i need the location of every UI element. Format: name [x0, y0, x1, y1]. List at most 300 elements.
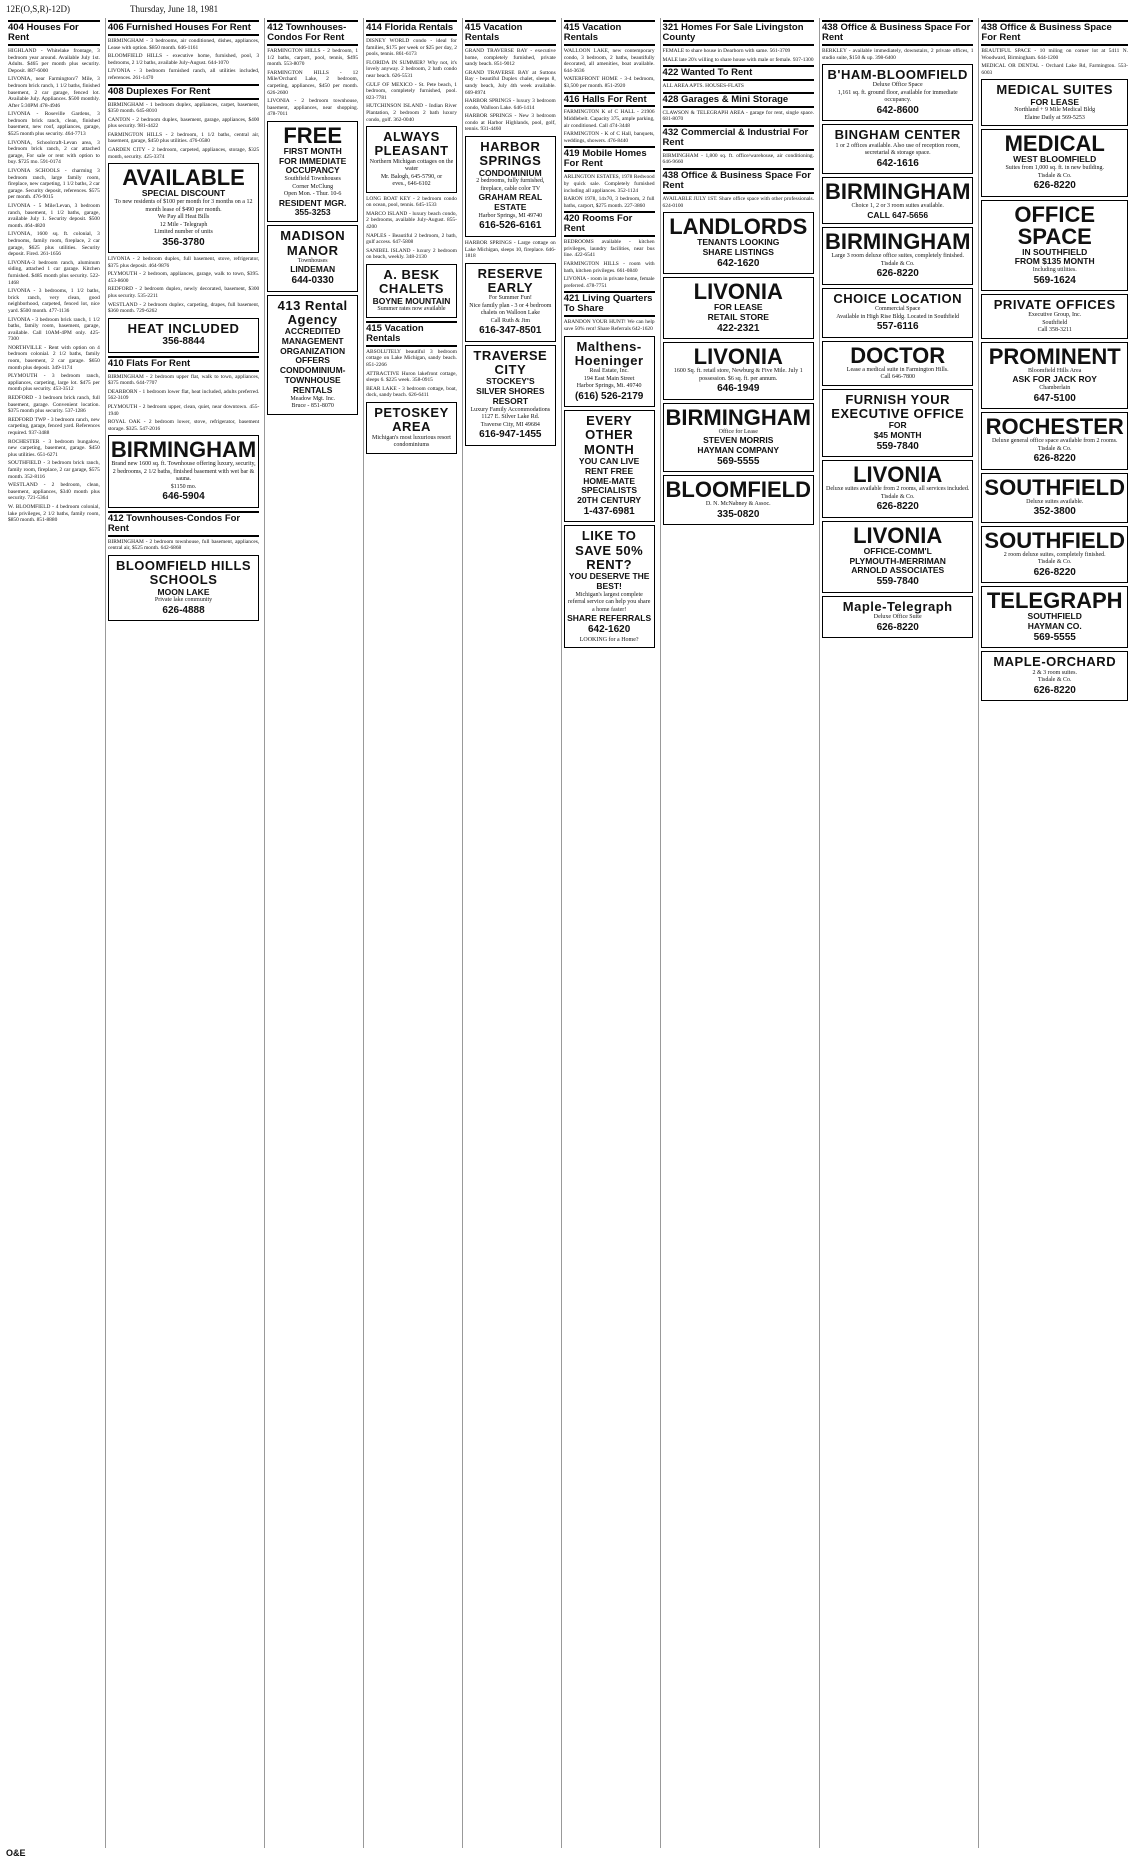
ad-line: TENANTS LOOKING: [697, 237, 780, 248]
ad-line: Chamberlain: [1039, 385, 1071, 392]
ad-line: We Pay all Heat Bills: [157, 214, 210, 221]
section-heading: 406 Furnished Houses For Rent: [108, 20, 259, 36]
classified-ad: WESTLAND - 2 bedroom duplex, carpeting, drapes, full basement, $360 month. 729-6262: [107, 301, 260, 315]
ad-line: FIRST MONTH: [283, 145, 342, 156]
ad-line: SOUTHFIELD: [1027, 611, 1082, 622]
column-5: [462, 18, 558, 1848]
ad-line: LANDLORDS: [669, 214, 808, 240]
classified-ad: MEDICAL OR DENTAL - Orchard Lake Rd, Farmington. 553-6003: [981, 63, 1128, 76]
ad-line: Malthens-Hoeninger: [574, 338, 644, 368]
ad-line: STEVEN MORRIS: [703, 435, 774, 446]
ad-line: BLOOMFIELD: [665, 477, 811, 503]
ad-line: YOU DESERVE THE BEST!: [568, 571, 650, 592]
section-heading: 421 Living Quarters To Share: [564, 291, 655, 317]
ad-line: MEDICAL SUITES: [996, 82, 1113, 98]
ad-line: 20TH CENTURY: [577, 495, 642, 506]
classified-ad: GRAND TRAVERSE BAY at Suttons Bay - beautiful Duplex chalet, sleeps 8, sandy beach, July 4th week available. 669-8974: [464, 69, 556, 96]
ad-line: GRAHAM REAL ESTATE: [478, 192, 543, 213]
classified-ad: ROYAL OAK - 2 bedroom lower, stove, refrigerator, basement storage. $325. 547-2016: [107, 419, 260, 432]
ad-line: YOU CAN LIVE RENT FREE: [578, 456, 640, 476]
classified-ad: HARBOR SPRINGS - luxury 3 bedroom condo, Walloon Lake. 646-1414: [464, 98, 556, 111]
classified-ad: GARDEN CITY - 2 bedroom, carpeted, appliances, storage, $325 month, security. 425-3374: [107, 147, 260, 160]
ad-phone-number: 356-3780: [162, 236, 205, 248]
classified-ad: PLYMOUTH - 2 bedroom upper, clean, quiet, near downtown. 455-1940: [107, 403, 260, 417]
display-ad-box: [981, 586, 1128, 648]
classified-ad: HIGHLAND - Whitelake frontage, 3 bedroom year around. Available July 1st. Adults. $465 per month plus security. Deposit. 887-6000: [8, 47, 100, 74]
ad-line: MAPLE-ORCHARD: [993, 654, 1117, 670]
ad-phone-number: 626-8220: [876, 501, 919, 513]
display-ad-box: [822, 177, 973, 224]
ad-phone-number: 646-5904: [162, 491, 205, 503]
classified-ad: REDFORD TWP - 3 bedroom ranch, new carpeting, garage, fenced yard. References required. 937-3488: [8, 416, 100, 436]
ad-line: Bruce - 851-8070: [291, 403, 334, 410]
ad-line: FOR IMMEDIATE OCCUPANCY: [278, 155, 347, 176]
ad-line: FROM $135 MONTH: [1014, 256, 1095, 267]
ad-line: FREE: [283, 122, 342, 148]
section-heading: 428 Garages & Mini Storage: [663, 92, 814, 108]
display-ad-box: [981, 412, 1128, 470]
column-3: [264, 18, 360, 1848]
ad-phone-number: 569-5555: [717, 455, 760, 467]
ad-phone-number: (616) 526-2179: [574, 390, 644, 402]
display-ad-box: [564, 336, 655, 408]
display-ad-box: [981, 651, 1128, 701]
ad-line: B'HAM-BLOOMFIELD: [827, 67, 968, 83]
ad-line: BOYNE MOUNTAIN: [372, 295, 451, 306]
ad-line: BIRMINGHAM: [824, 179, 971, 205]
classified-ad: DISNEY WORLD condo - ideal for families, $175 per week or $25 per day, 2 pools, tennis. 861-6173: [366, 37, 457, 58]
ad-phone-number: 626-8220: [1033, 566, 1076, 578]
display-ad-box: [981, 526, 1128, 584]
ad-line: Real Estate, Inc.: [589, 368, 629, 375]
ad-line: Commercial Space: [874, 306, 921, 313]
ad-line: Summer rates now available: [377, 306, 446, 313]
ad-line: Mr. Balogh, 645-5790, or: [380, 173, 443, 180]
ad-line: 413 Rental Agency: [277, 297, 348, 327]
classified-ad: LIVONIA - 3 bedrooms, 1 1/2 baths, brick ranch, very clean, good neighborhood, carpeted, fenced lot, nice yard. $500 month. 477-1136: [8, 288, 100, 314]
ad-line: Office for Lease: [718, 428, 758, 435]
classified-ad: LIVONIA - 3 bedroom brick ranch, 1 1/2 baths, family room, basement, garage, available. Call 10AM-4PM only. 425-7300: [8, 316, 100, 343]
display-ad-box: [663, 403, 814, 473]
ad-phone-number: 626-8220: [1033, 180, 1076, 192]
ad-phone-number: 642-1616: [876, 157, 919, 169]
ad-line: SOUTHFIELD: [984, 527, 1125, 553]
ad-line: Suites from 1,000 sq. ft. in new building.: [1005, 165, 1104, 172]
display-ad-box: [981, 79, 1128, 126]
display-ad-box: [108, 318, 259, 353]
ad-line: Call 646-7800: [880, 374, 915, 381]
classified-ad: HARBOR SPRINGS - Large cottage on Lake Michigan, sleeps 10, fireplace. 646-1818: [464, 239, 556, 260]
ad-line: SHARE LISTINGS: [702, 246, 774, 257]
ad-line: ROCHESTER: [985, 414, 1124, 440]
classified-ad: LIVONIA - 2 bedroom townhouse, basement, appliances, near shopping. 478-7011: [267, 98, 359, 118]
classified-ad: ABANDON YOUR HUNT! We can help save 50% rent! Share Referrals 642-1620: [563, 319, 655, 332]
ad-line: LIVONIA: [853, 522, 943, 548]
classified-ad: PLYMOUTH - 3 bedroom ranch, appliances, carpeting, large lot. $475 per month plus security. 453-3512: [8, 373, 100, 393]
ad-line: CONDOMINIUM: [478, 167, 542, 178]
ad-line: Large 3 room deluxe office suites, completely finished.: [831, 253, 964, 260]
classified-ad: ARLINGTON ESTATES, 1978 Redwood by quick sale. Completely furnished including all appliances. 352-1124: [563, 174, 655, 194]
ad-line: LINDEMAN: [290, 264, 336, 275]
column-9: [978, 18, 1130, 1848]
classified-ad: FARMINGTON HILLS - 2 bedroom, 1 1/2 baths, central air, basement, garage, $450 plus utilities. 476-0580: [107, 131, 260, 145]
ad-line: Tisdale & Co.: [1037, 559, 1072, 566]
ad-line: FOR LEASE: [1030, 96, 1080, 107]
classified-ad: LIVONIA - 5 Mile/Levan, 3 bedroom ranch, basement, 1 1/2 baths, garage, available July 1. Security deposit. $500 month. 464-4820: [8, 203, 100, 229]
ad-line: Harbor Springs, MI 49740: [478, 212, 543, 219]
classified-ad: W. BLOOMFIELD - 4 bedroom colonial, lake privileges, 2 1/2 baths, family room, $850 month. 851-8880: [8, 503, 100, 524]
ad-line: Elaine Daily at 569-5253: [1024, 114, 1085, 121]
classified-ad: REDFORD - 3 bedroom brick ranch, full basement, garage. Convenient location. $375 month plus security. 537-1286: [8, 395, 100, 415]
classified-ad: GRAND TRAVERSE BAY - executive home, completely furnished, private sandy beach. 851-9012: [464, 47, 556, 68]
ad-line: Tisdale & Co.: [880, 260, 915, 267]
ad-line: Luxury Family Accommodations: [470, 406, 551, 413]
display-ad-box: [267, 295, 358, 415]
ad-line: 1 or 2 offices available. Also use of reception room, secretarial & storage space.: [835, 142, 960, 157]
ad-line: FURNISH YOUR EXECUTIVE OFFICE: [831, 391, 965, 422]
display-ad-box: [981, 200, 1128, 292]
page-footer-mark: O&E: [6, 1848, 26, 1858]
ad-line: 2 bedrooms, fully furnished, fireplace, cable color TV: [476, 178, 545, 192]
ad-line: EVERY OTHER MONTH: [584, 413, 635, 457]
ad-line: Townhouses: [297, 257, 328, 264]
section-heading: 404 Houses For Rent: [8, 20, 100, 46]
classified-ad: WALLOON LAKE, new contemporary condo, 3 bedroom, 2 baths, beautifully decorated, all amenities, boat available. 644-3636: [563, 47, 655, 74]
section-heading: 438 Office & Business Space For Rent: [822, 20, 973, 46]
classified-ad: SOUTHFIELD - 3 bedroom brick ranch, family room, fireplace, 2 car garage, $575 month. 352-8116: [8, 460, 100, 480]
classified-ad: ATTRACTIVE Huron lakefront cottage, sleeps 6. $225 week. 358-0915: [366, 370, 457, 384]
ad-line: MADISON MANOR: [280, 228, 346, 258]
display-ad-box: [366, 264, 457, 318]
ad-phone-number: 626-8220: [1033, 453, 1076, 465]
ad-line: CHOICE LOCATION: [833, 290, 962, 306]
ad-phone-number: 616-347-8501: [479, 325, 542, 337]
ad-phone-number: 352-3800: [1033, 506, 1076, 518]
ad-line: Northern Michigan cottages on the water: [369, 158, 454, 173]
ad-line: 12 Mile - Telegraph: [159, 221, 208, 228]
ad-line: 2 & 3 room suites.: [1032, 669, 1077, 676]
page-id: 12E(O,S,R)-12D): [6, 4, 70, 14]
ad-line: Available in High Rise Bldg. Located in Southfield: [836, 313, 960, 320]
display-ad-box: [465, 136, 556, 237]
ad-line: 194 East Main Street: [583, 375, 635, 382]
classified-ad: NAPLES - Beautiful 2 bedroom, 2 bath, gulf access. 647-5808: [366, 232, 457, 246]
ad-line: LIVONIA: [853, 462, 943, 488]
classified-ad: CLAWSON & TELEGRAPH AREA - garage for rent, single space. 681-8070: [662, 109, 814, 123]
ad-phone-number: 559-7840: [876, 576, 919, 588]
ad-line: Traverse City, MI 49684: [480, 421, 540, 428]
ad-phone-number: 356-8844: [162, 336, 205, 348]
classified-ad: BEDROOMS available - kitchen privileges, laundry facilities, near bus line. 422-6541: [563, 239, 655, 259]
classified-ad: LIVONIA - Roseville Gardens, 3 bedroom brick ranch, clean, finished basement, new roof, appliances, garage, $525 month plus security. 464-7713: [8, 111, 100, 138]
ad-line: WEST BLOOMFIELD: [1013, 154, 1097, 165]
ad-phone-number: 557-6116: [876, 321, 919, 333]
display-ad-box: [108, 163, 259, 253]
ad-line: HOME-MATE SPECIALISTS: [581, 475, 637, 496]
display-ad-box: [822, 341, 973, 386]
classified-ad: BEAUTIFUL SPACE - 10 miling on corner lot at 5411 N. Woodward, Birmingham. 644-1200: [981, 47, 1128, 61]
ad-line: ASK FOR JACK ROY: [1012, 374, 1097, 385]
classified-ad: CANTON - 2 bedroom duplex, basement, garage, appliances, $400 plus security. 981-4422: [107, 116, 260, 130]
ad-line: Open Mon. - Thur. 10-6: [283, 191, 342, 198]
ad-line: 1600 Sq. ft. retail store, Newburg & Five Mile. July 1 possession. $6 sq. ft. per annum.: [673, 368, 803, 382]
ad-phone-number: 647-5100: [1033, 392, 1076, 404]
display-ad-box: [822, 227, 973, 285]
display-ad-box: [564, 410, 655, 522]
display-ad-box: [663, 342, 814, 400]
classified-ad: BIRMINGHAM - 3 bedrooms, air conditioned, dishes, appliances, Lease with option. $850 month. 646-1161: [107, 37, 260, 51]
display-ad-box: [465, 345, 556, 446]
classified-ad: BARON 1978, 14x70, 3 bedroom, 2 full baths, carport, $275 month. 227-3860: [563, 196, 655, 209]
ad-line: SOUTHFIELD: [984, 474, 1125, 500]
ad-line: Deluxe general office space available from 2 rooms.: [991, 438, 1118, 445]
display-ad-box: [822, 288, 973, 338]
classified-ad: BIRMINGHAM - 1,800 sq. ft. office/warehouse, air conditioning. 646-9660: [662, 152, 814, 166]
ad-line: HAYMAN COMPANY: [697, 444, 780, 455]
classified-ad: WESTLAND - 2 bedroom, clean, basement, appliances, $340 month plus security. 721-5364: [8, 482, 100, 502]
ad-line: MEDICAL: [1004, 131, 1105, 157]
ad-line: BINGHAM CENTER: [834, 127, 961, 143]
classified-ad: REDFORD - 2 bedroom duplex, newly decorated, basement, $300 plus security. 535-2211: [107, 286, 260, 299]
ad-phone-number: 626-8220: [1033, 684, 1076, 696]
section-heading: 415 Vacation Rentals: [366, 321, 457, 347]
ad-line: RESIDENT MGR. 355-3253: [278, 197, 347, 218]
ad-line: $1150 mo.: [170, 483, 197, 490]
classified-ad: LIVONIA - 3 bedroom furnished ranch, all utilities included, references. 261-1470: [107, 68, 260, 81]
display-ad-box: [981, 342, 1128, 409]
page-header: [6, 4, 1130, 18]
column-6: [561, 18, 657, 1848]
ad-line: Deluxe suites available from 2 rooms, all services included.: [826, 486, 970, 493]
ad-line: Deluxe Office Space: [872, 82, 923, 89]
classified-ad: LIVONIA, Schoolcraft-Levan area, 3 bedroom brick ranch, 2 car attached garage, For sale or rent with option to buy. $725 mo. 591-0174: [8, 139, 100, 166]
ad-line: 1127 E. Silver Lake Rd.: [481, 414, 540, 421]
display-ad-box: [822, 460, 973, 518]
ad-line: STOCKEY'S: [486, 376, 535, 387]
display-ad-box: [108, 555, 259, 621]
ad-line: HAYMAN CO.: [1027, 621, 1082, 631]
ad-line: Limited number of units: [154, 229, 213, 236]
ad-line: CONDOMINIUM-TOWNHOUSE: [279, 365, 346, 385]
ad-line: LOOKING for a Home?: [579, 636, 639, 643]
section-heading: 432 Commercial & Industrial For Rent: [663, 125, 814, 151]
column-8: [819, 18, 975, 1848]
ad-line: SHARE REFERRALS: [567, 613, 652, 624]
classified-ad: SANIBEL ISLAND - luxury 2 bedroom on beach, weekly. 348-2130: [366, 247, 457, 261]
display-ad-box: [108, 435, 259, 508]
ad-line: ACCREDITED MANAGEMENT: [281, 326, 344, 346]
display-ad-box: [465, 263, 556, 342]
ad-phone-number: 644-0330: [291, 275, 334, 287]
section-heading: 422 Wanted To Rent: [663, 65, 814, 81]
classified-ad: GULF OF MEXICO - St. Pete beach, 1 bedroom, completely furnished, pool. 823-7781: [366, 81, 457, 101]
ad-phone-number: 569-1624: [1033, 274, 1076, 286]
display-ad-box: [822, 596, 973, 638]
classified-ad: BLOOMFIELD HILLS - executive home, furnished, pool, 3 bedrooms, 2 1/2 baths, available July-August. 644-1070: [107, 53, 260, 66]
ad-line: BIRMINGHAM: [824, 229, 971, 255]
display-ad-box: [366, 126, 457, 193]
ad-line: Southfield: [1042, 319, 1068, 326]
display-ad-box: [663, 277, 814, 339]
classified-ad: BEAR LAKE - 3 bedroom cottage, boat, dock, sandy beach. 626-6411: [366, 385, 457, 399]
ad-line: CALL 647-5656: [867, 209, 929, 220]
ad-line: PRIVATE OFFICES: [993, 297, 1116, 313]
column-1: [6, 18, 102, 1848]
ad-phone-number: 626-4888: [162, 604, 205, 616]
ad-line: Call 358-3211: [1037, 327, 1072, 334]
ad-line: Choice 1, 2 or 3 room suites available.: [851, 203, 944, 210]
classified-ad: FARMINGTON HILLS - 12 Mile/Orchard Lake, 2 bedroom, carpeting, appliances, $450 per month. 626-2600: [267, 69, 359, 96]
ad-line: BIRMINGHAM: [110, 437, 257, 463]
ad-line: Michigan's largest complete referral service can help you share a home faster!: [567, 591, 651, 613]
ad-line: Maple-Telegraph: [842, 598, 953, 614]
ad-line: RESERVE EARLY: [477, 265, 544, 296]
ad-line: TRAVERSE CITY: [473, 347, 548, 378]
ad-phone-number: 642-1620: [717, 257, 760, 269]
ad-phone-number: 616-526-6161: [479, 220, 542, 232]
ad-line: Nice family plan - 3 or 4 bedroom chalets on Walloon Lake: [469, 302, 552, 317]
ad-line: Michigan's most luxurious resort condominiums: [372, 434, 451, 449]
classified-ad: LIVONIA SCHOOLS - charming 3 bedroom ranch, large family room, fireplace, new carpeting, 1 1/2 baths, 2 car garage. Security deposit, references. $575 per month. 476-9015: [8, 168, 100, 201]
display-ad-box: [267, 225, 358, 291]
ad-line: SPECIAL DISCOUNT: [141, 188, 226, 199]
ad-line: LIKE TO SAVE 50% RENT?: [575, 528, 644, 572]
ad-line: Bloomfield Hills Area: [1028, 367, 1082, 374]
ad-line: eves., 646-6102: [392, 181, 431, 188]
display-ad-box: [822, 124, 973, 174]
ad-phone-number: 559-7840: [876, 440, 919, 452]
section-heading: 438 Office & Business Space For Rent: [663, 168, 814, 194]
ad-line: Southfield Townhouses: [284, 176, 341, 183]
ad-phone-number: 646-1949: [717, 383, 760, 395]
display-ad-box: [981, 129, 1128, 196]
ad-line: ALWAYS PLEASANT: [374, 129, 449, 159]
ad-line: Tisdale & Co.: [1037, 172, 1072, 179]
ad-line: Meadow Mgt. Inc.: [290, 395, 335, 402]
section-heading: 419 Mobile Homes For Rent: [564, 146, 655, 172]
ad-phone-number: 422-2321: [717, 322, 760, 334]
ad-phone-number: 626-8220: [876, 621, 919, 633]
display-ad-box: [981, 473, 1128, 523]
classified-ad: BIRMINGHAM - 2 bedroom upper flat, walk to town, appliances, $375 month. 644-7707: [107, 373, 260, 387]
display-ad-box: [663, 475, 814, 525]
ad-line: PETOSKEY AREA: [374, 404, 449, 435]
ad-line: Tisdale & Co.: [1037, 445, 1072, 452]
ad-line: MOON LAKE: [157, 586, 210, 597]
page-date: Thursday, June 18, 1981: [130, 4, 219, 14]
ad-line: A. BESK CHALETS: [379, 267, 444, 297]
classified-ad: HUTCHINSON ISLAND - Indian River Plantation, 2 bedroom 2 bath luxury condo, golf. 362-0040: [366, 103, 457, 123]
ad-line: HEAT INCLUDED: [127, 320, 240, 336]
ad-line: IN SOUTHFIELD: [1022, 246, 1088, 257]
display-ad-box: [564, 525, 655, 648]
ad-phone-number: 642-1620: [588, 624, 631, 636]
classified-ad: FEMALE to share house in Dearborn with same. 561-3709: [662, 47, 791, 54]
ad-line: 1,161 sq. ft. ground floor, available for immediate occupancy.: [837, 89, 958, 104]
ad-line: Harbor Springs, Mi. 49740: [576, 383, 642, 390]
ad-phone-number: 626-8220: [876, 268, 919, 280]
display-ad-box: [822, 64, 973, 121]
ad-line: ARNOLD ASSOCIATES: [851, 565, 945, 576]
ad-line: FOR LEASE: [713, 302, 763, 313]
classified-ad: FARMINGTON HILLS - room with bath, kitchen privileges. 661-0840: [563, 261, 655, 274]
display-ad-box: [267, 121, 358, 222]
classified-ad: FLORIDA IN SUMMER? Why not, it's lovely anyway. 2 bedroom, 2 bath condo near beach. 626-5531: [366, 59, 457, 79]
display-ad-box: [822, 389, 973, 458]
classified-ad: LIVONIA, near Farmington/7 Mile, 3 bedroom brick ranch, 1 1/2 baths, finished basement, 2 car garage, fenced lot. Available July. Appliances. $500 monthly. After 5:30PM 478-4946: [8, 76, 100, 109]
ad-line: PLYMOUTH-MERRIMAN: [849, 555, 946, 566]
ad-line: Deluxe suites available.: [1026, 498, 1084, 505]
section-heading: 321 Homes For Sale Livingston County: [663, 20, 814, 46]
ad-line: RETAIL STORE: [707, 311, 769, 322]
classified-ad: ALL AREA APTS. HOUSES-FLATS: [662, 83, 744, 90]
ad-line: BLOOMFIELD HILLS SCHOOLS: [115, 557, 252, 588]
ad-line: D. N. McNabney & Assoc.: [705, 501, 771, 508]
column-2: [105, 18, 261, 1848]
ad-phone-number: 1-437-6981: [583, 505, 635, 517]
column-4: [363, 18, 459, 1848]
ad-line: To new residents of $100 per month for 3 months on a 12 month lease of $490 per month.: [114, 199, 253, 213]
ad-line: For Summer Fun!: [488, 295, 532, 302]
section-heading: 414 Florida Rentals: [366, 20, 457, 36]
classified-ad: HARBOR SPRINGS - New 3 bedroom condo at Harbor Highlands, pool, golf, tennis. 931-4460: [464, 113, 556, 133]
ad-line: TELEGRAPH: [986, 588, 1123, 614]
ad-line: OFFICE-COMM'L: [863, 545, 932, 556]
classified-ad: ROCHESTER - 3 bedroom bungalow, new carpeting, basement, garage. $450 plus utilities. 651-6271: [8, 438, 100, 458]
classified-columns: [6, 18, 1130, 1848]
ad-line: 2 room deluxe suites, completely finished.: [1003, 551, 1106, 558]
classified-ad: LIVONIA - 2 bedroom duplex, full basement, stove, refrigerator, $375 plus deposit. 464-9876: [107, 256, 260, 269]
column-7: [660, 18, 816, 1848]
ad-line: RENTALS: [292, 384, 333, 395]
ad-line: Deluxe Office Suite: [873, 614, 922, 620]
ad-line: Executive Group, Inc.: [1028, 312, 1082, 319]
ad-line: Brand new 1600 sq. ft. Townhouse offering luxury, security, 2 bedrooms, 2 1/2 baths, finished basement with wet bar & sauna.: [111, 461, 256, 483]
classified-ad: LONG BOAT KEY - 2 bedroom condo on ocean, pool, tennis. 645-1533: [366, 195, 457, 209]
display-ad-box: [822, 521, 973, 593]
ad-line: OFFICE SPACE: [1014, 201, 1096, 249]
section-heading: 410 Flats For Rent: [108, 356, 259, 372]
ad-phone-number: 335-0820: [717, 508, 760, 520]
ad-line: AVAILABLE: [122, 165, 245, 191]
ad-line: Tisdale & Co.: [1037, 677, 1072, 684]
ad-line: LIVONIA: [693, 344, 783, 370]
classified-ad: BERKLEY - available immediately, downstairs, 2 private offices, 1 studio suite, $150 & up. 398-6400: [821, 47, 974, 61]
classified-ad: LIVONIA, 1600 sq. ft. colonial, 3 bedrooms, family room, fireplace, 2 car garage, $625 plus utilities. Security deposit. Fired. 261-1656: [8, 231, 100, 258]
ad-line: LIVONIA: [693, 279, 783, 305]
classified-ad: PLYMOUTH - 2 bedroom, appliances, garage, walk to town, $395. 453-8600: [107, 271, 260, 284]
classified-ad: LIVONIA-3 bedroom ranch, aluminum siding, attached 1 car garage. Kitchen furnished. $485 month plus security. 522-1468: [8, 259, 100, 286]
ad-line: Northland + 9 Mile Medical Bldg: [1014, 107, 1096, 114]
ad-line: BIRMINGHAM: [665, 404, 811, 430]
classified-ad: MARCO ISLAND - luxury beach condo, 2 bedrooms, available July-August. 855-4200: [366, 210, 457, 231]
classified-ad: FARMINGTON HILLS - 2 bedroom, 1 1/2 baths, carport, pool, tennis, $495 month. 553-8070: [267, 47, 359, 68]
section-heading: 416 Halls For Rent: [564, 92, 655, 108]
ad-line: Private lake community: [154, 597, 213, 604]
ad-line: SILVER SHORES RESORT: [476, 386, 545, 406]
ad-line: Including utilities.: [1032, 267, 1077, 274]
ad-line: PROMINENT: [988, 343, 1121, 369]
classified-ad: FARMINGTON - K of C Hall, banquets, weddings, showers. 476-8440: [563, 131, 655, 144]
classified-ad: MALE late 20's willing to share house with male or female. 937-1300: [662, 56, 814, 63]
classified-ad: WATERFRONT HOME - 3-4 bedroom, $3,500 per month. 851-2920: [563, 76, 655, 89]
section-heading: 420 Rooms For Rent: [564, 211, 655, 237]
display-ad-box: [663, 212, 814, 274]
ad-line: ORGANIZATION OFFERS: [280, 345, 346, 366]
classified-ad: NORTHVILLE - Rent with option on 4 bedroom colonial. 2 1/2 baths, family room, basement, 2 car garage. $650 month plus deposit. 349-1174: [8, 344, 100, 371]
section-heading: 408 Duplexes For Rent: [108, 84, 259, 100]
classified-ad: DEARBORN - 1 bedroom lower flat, heat included, adults preferred. 562-3109: [107, 388, 260, 402]
